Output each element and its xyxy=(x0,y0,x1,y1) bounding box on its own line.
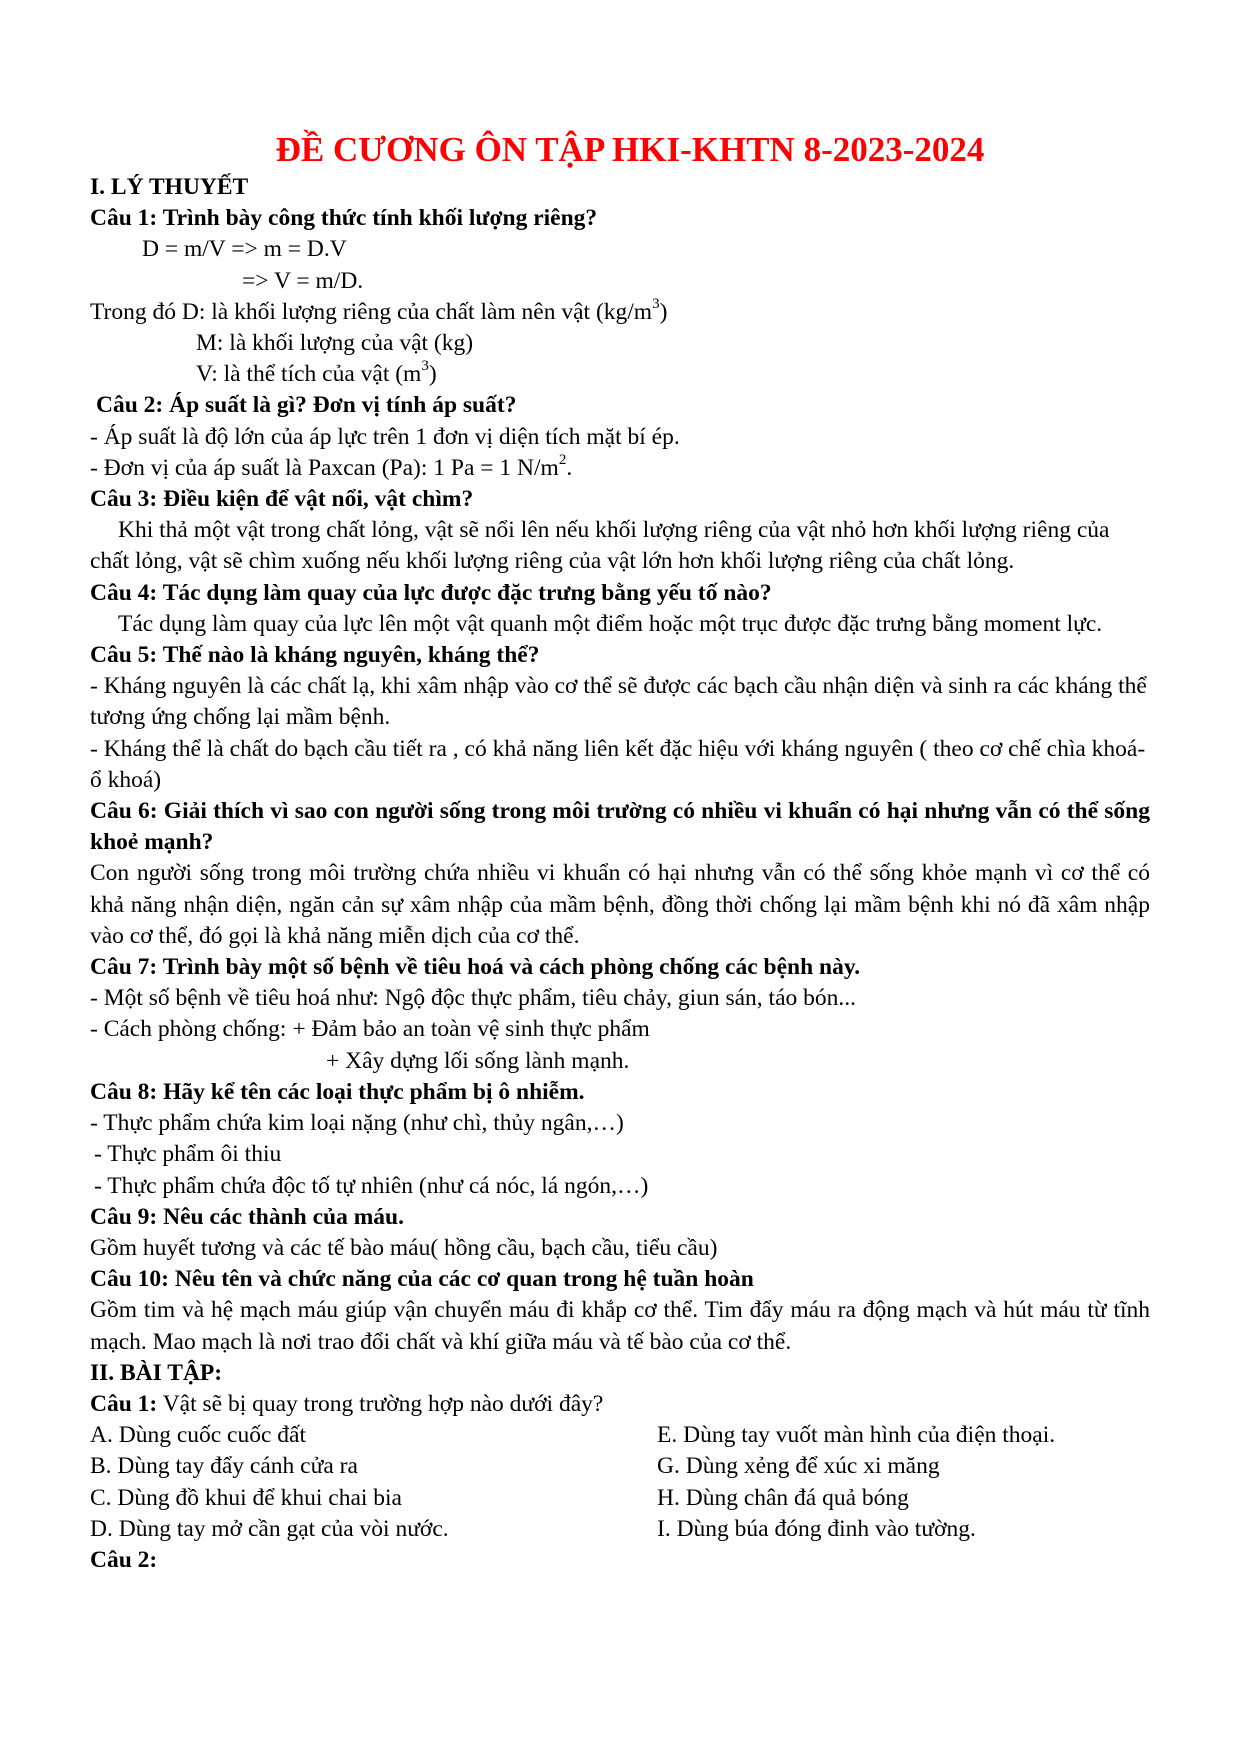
option-e: E. Dùng tay vuốt màn hình của điện thoại. xyxy=(657,1422,1056,1449)
question-3: Câu 3: Điều kiện để vật nổi, vật chìm? xyxy=(90,486,474,513)
definition-mass: M: là khối lượng của vật (kg) xyxy=(196,330,474,357)
definition-volume: V: là thể tích của vật $(m^3)$ xyxy=(196,358,437,388)
answer-5-antigen: - Kháng nguyên là các chất lạ, khi xâm nhập vào cơ thể sẽ được các bạch cầu nhận diện và sinh ra các kháng thể tương ứng chống lại mầm bệnh. xyxy=(90,673,1147,731)
question-2: Câu 2: Áp suất là gì? Đơn vị tính áp suất? xyxy=(96,392,517,419)
answer-9: Gồm huyết tương và các tế bào máu( hồng cầu, bạch cầu, tiểu cầu) xyxy=(90,1234,718,1261)
option-i: I. Dùng búa đóng đinh vào tường. xyxy=(657,1515,976,1542)
formula-line-2: => V = m/D. xyxy=(242,267,364,294)
section-heading-exercises: II. BÀI TẬP: xyxy=(90,1359,223,1386)
answer-6: Con người sống trong môi trường chứa nhiều vi khuẩn có hại nhưng vẫn có thể sống khỏe mạnh vì cơ thể có khả năng nhận diện, ngăn cản sự xâm nhập của mầm bệnh, đồng thời chống lại mầm bệnh khi nó đã xâm nhập vào cơ thể, đó gọi là khả năng miễn dịch của cơ thể. xyxy=(90,860,1150,949)
option-a: A. Dùng cuốc cuốc đất xyxy=(90,1422,306,1449)
option-d: D. Dùng tay mở cần gạt của vòi nước. xyxy=(90,1515,449,1542)
answer-2-line-2: - Đơn vị của áp suất là Paxcan (Pa): 1 Pa = 1 $N/m^2$. xyxy=(90,452,573,481)
question-5: Câu 5: Thế nào là kháng nguyên, kháng thể? xyxy=(90,642,540,669)
document-title: ĐỀ CƯƠNG ÔN TẬP HKI-KHTN 8-2023-2024 xyxy=(275,130,985,169)
answer-2-line-1: - Áp suất là độ lớn của áp lực trên 1 đơn vị diện tích mặt bí ép. xyxy=(90,423,680,450)
answer-7-line-1: - Một số bệnh về tiêu hoá như: Ngộ độc thực phẩm, tiêu chảy, giun sán, táo bón... xyxy=(90,985,857,1012)
question-10: Câu 10: Nêu tên và chức năng của các cơ quan trong hệ tuần hoàn xyxy=(90,1266,754,1293)
answer-10: Gồm tim và hệ mạch máu giúp vận chuyển máu đi khắp cơ thể. Tim đẩy máu ra động mạch và hút máu từ tĩnh mạch. Mao mạch là nơi trao đổi chất và khí giữa máu và tế bào của cơ thể. xyxy=(90,1297,1150,1355)
option-g: G. Dùng xẻng để xúc xi măng xyxy=(657,1453,940,1480)
answer-3: Khi thả một vật trong chất lỏng, vật sẽ nổi lên nếu khối lượng riêng của vật nhỏ hơn khối lượng riêng của chất lỏng, vật sẽ chìm xuống nếu khối lượng riêng của vật lớn hơn khối lượng riêng của chất lỏng. xyxy=(90,517,1110,575)
answer-7-line-3: + Xây dựng lối sống lành mạnh. xyxy=(326,1047,630,1074)
document-page xyxy=(90,128,1150,1576)
section-heading-theory: I. LÝ THUYẾT xyxy=(90,174,249,200)
question-7: Câu 7: Trình bày một số bệnh về tiêu hoá và cách phòng chống các bệnh này. xyxy=(90,954,861,981)
answer-8-line-3: - Thực phẩm chứa độc tố tự nhiên (như cá nóc, lá ngón,…) xyxy=(94,1172,649,1199)
definition-density: Trong đó D: là khối lượng riêng của chất làm nên vật $(kg/m^3)$ xyxy=(90,295,668,325)
answer-8-line-2: - Thực phẩm ôi thiu xyxy=(94,1141,282,1168)
formula-line-1: D = m/V => m = D.V xyxy=(142,236,347,263)
question-8: Câu 8: Hãy kể tên các loại thực phẩm bị ô nhiễm. xyxy=(90,1078,585,1105)
question-1: Câu 1: Trình bày công thức tính khối lượng riêng? xyxy=(90,205,598,232)
option-h: H. Dùng chân đá quả bóng xyxy=(657,1484,909,1511)
option-c: C. Dùng đồ khui để khui chai bia xyxy=(90,1484,402,1511)
answer-8-line-1: - Thực phẩm chứa kim loại nặng (như chì, thủy ngân,…) xyxy=(90,1110,624,1137)
answer-5-antibody: - Kháng thể là chất do bạch cầu tiết ra , có khả năng liên kết đặc hiệu với kháng nguyên ( theo cơ chế chìa khoá- ổ khoá) xyxy=(90,735,1146,793)
exercise-1-options xyxy=(90,1420,1150,1545)
option-b: B. Dùng tay đẩy cánh cửa ra xyxy=(90,1453,358,1480)
question-9: Câu 9: Nêu các thành của máu. xyxy=(90,1203,405,1230)
exercise-1-question: Câu 1: Vật sẽ bị quay trong trường hợp nào dưới đây? xyxy=(90,1390,604,1417)
answer-7-line-2: - Cách phòng chống: + Đảm bảo an toàn vệ sinh thực phẩm xyxy=(90,1016,650,1043)
answer-4: Tác dụng làm quay của lực lên một vật quanh một điểm hoặc một trục được đặc trưng bằng moment lực. xyxy=(118,610,1103,637)
question-6: Câu 6: Giải thích vì sao con người sống trong môi trường có nhiều vi khuẩn có hại nhưng vẫn có thể sống khoẻ mạnh? xyxy=(90,798,1150,856)
exercise-2-question: Câu 2: xyxy=(90,1546,158,1573)
question-4: Câu 4: Tác dụng làm quay của lực được đặc trưng bằng yếu tố nào? xyxy=(90,579,772,606)
